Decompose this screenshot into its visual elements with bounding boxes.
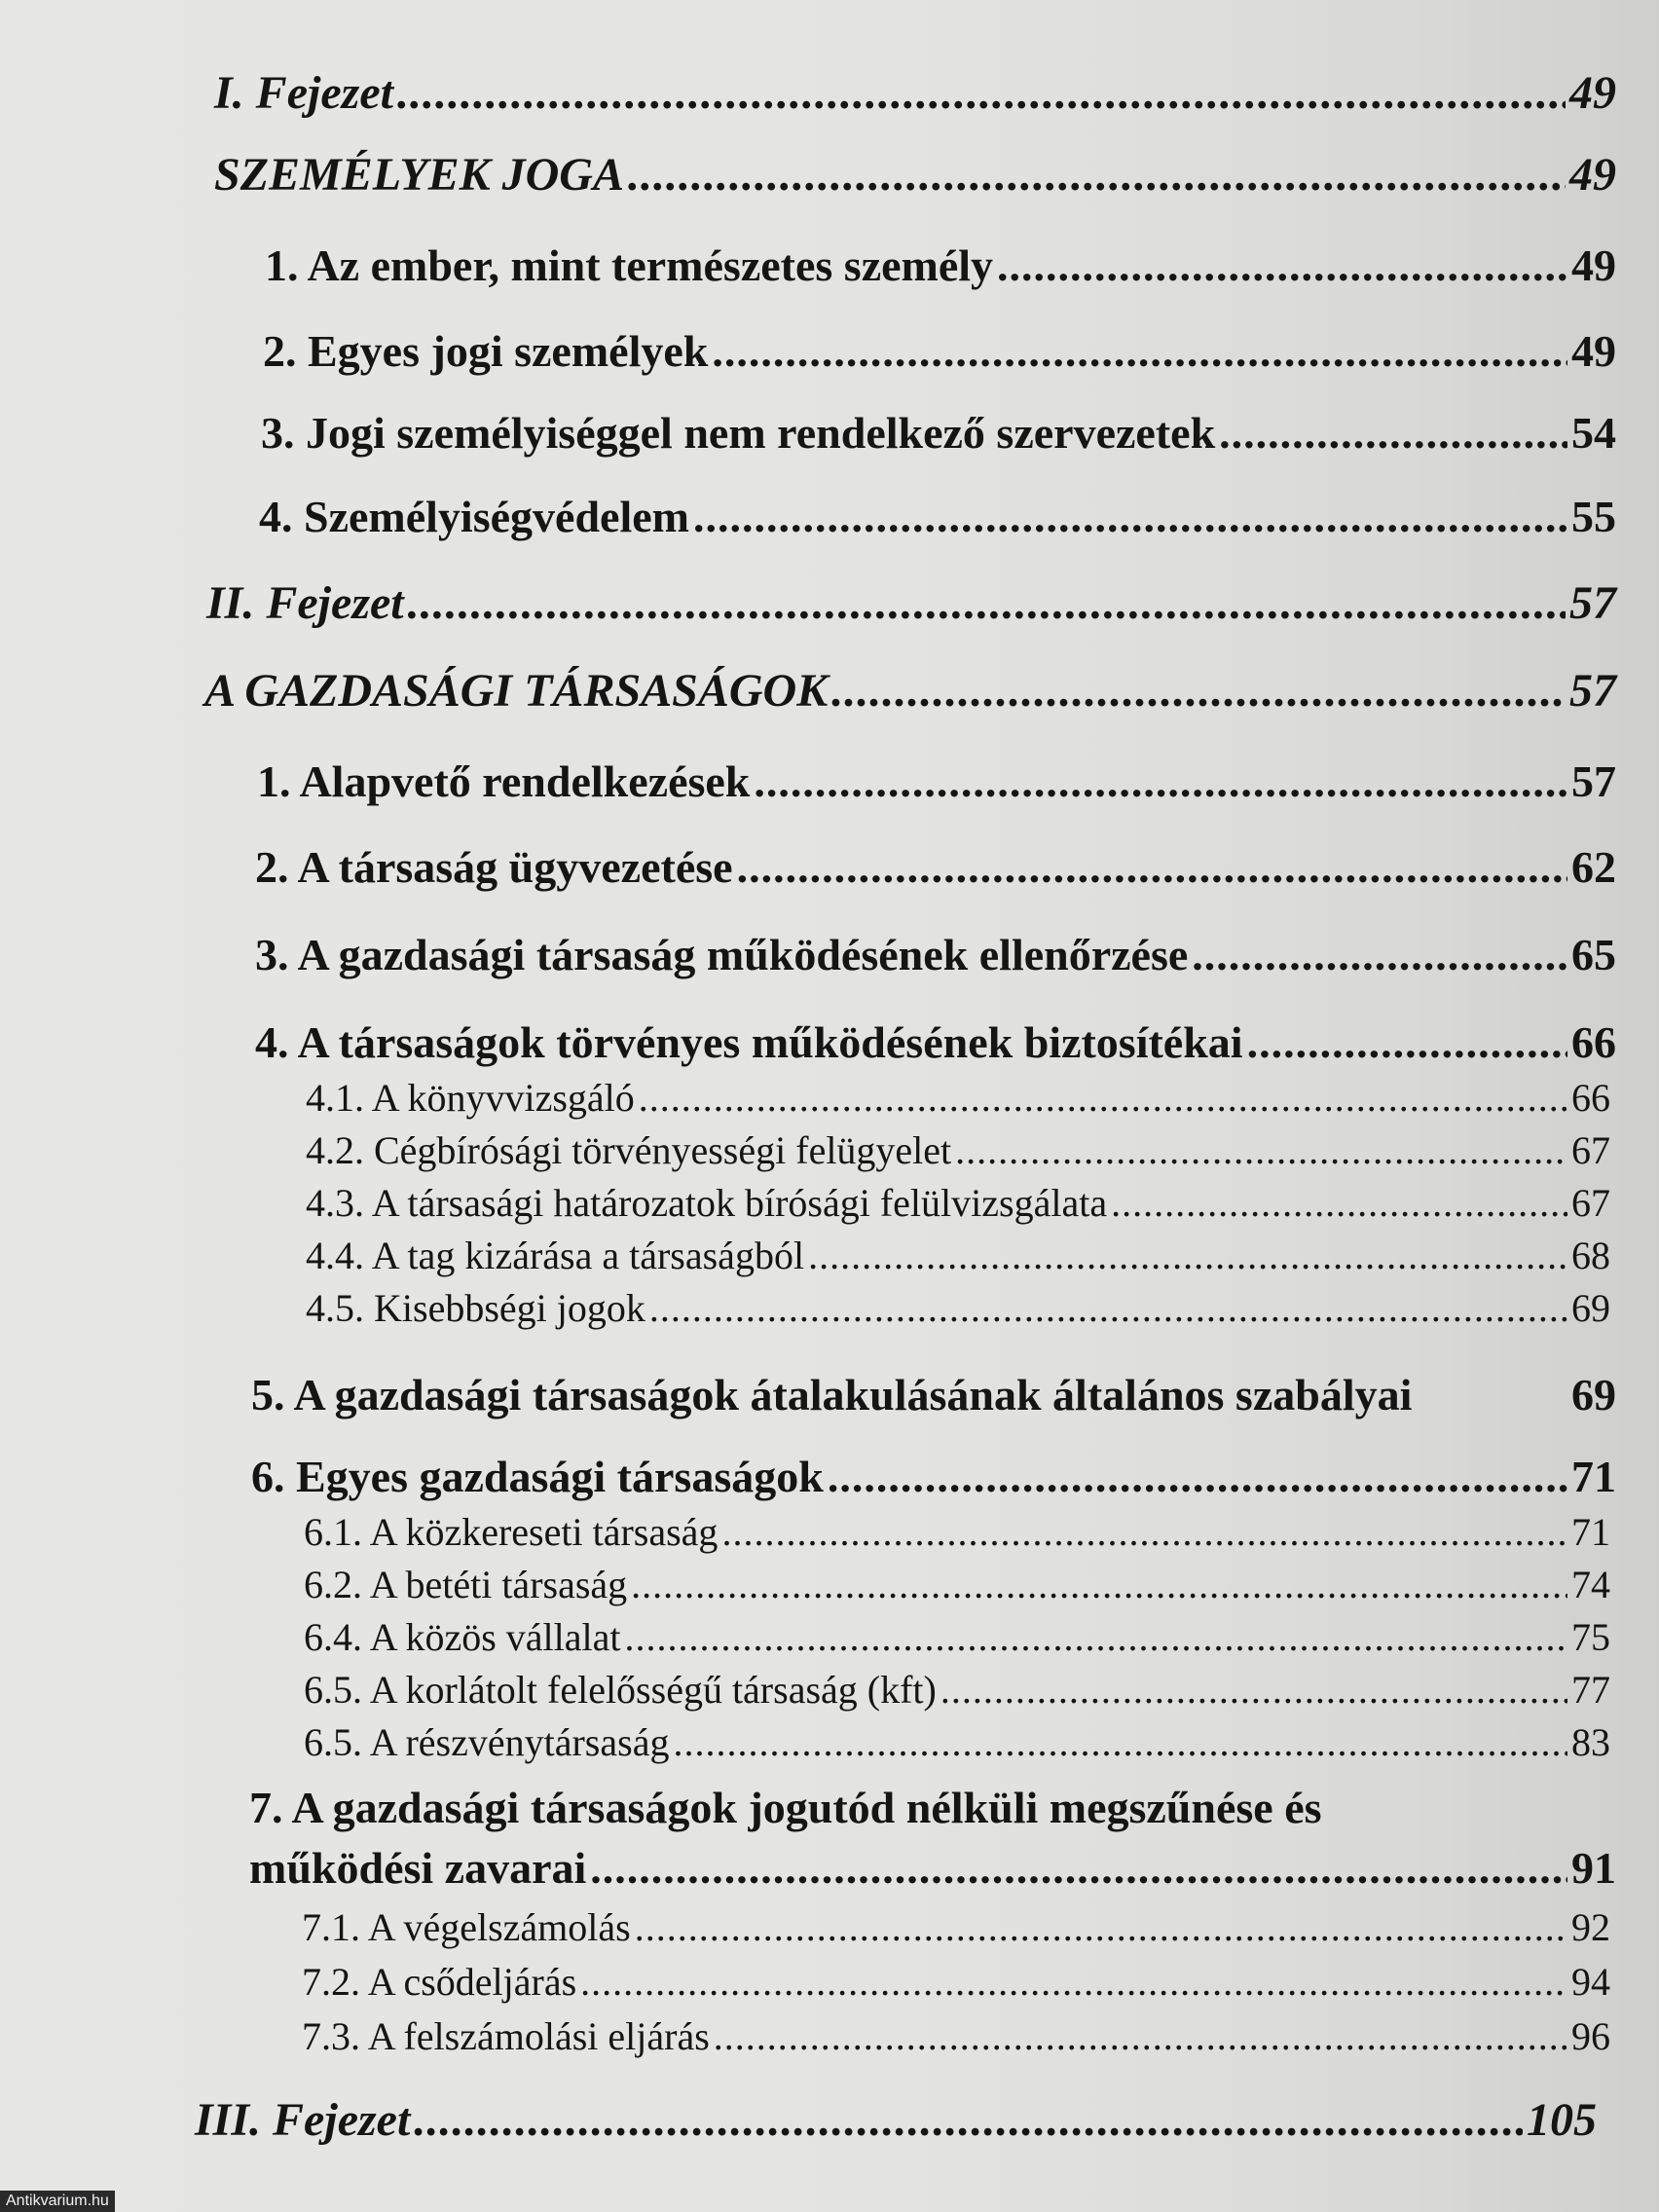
toc-entry-label: 4.5. Kisebbségi jogok bbox=[306, 1286, 645, 1330]
toc-subsection-row bbox=[302, 1959, 1610, 2005]
toc-page-number: 69 bbox=[1571, 1286, 1610, 1330]
toc-entry-label: II. Fejezet bbox=[206, 577, 404, 629]
leader-dots bbox=[1192, 929, 1567, 980]
leader-dots bbox=[673, 1719, 1567, 1765]
leader-dots bbox=[955, 1127, 1567, 1173]
toc-entry-label: 6.2. A betéti társaság bbox=[304, 1563, 628, 1606]
leader-dots bbox=[414, 2093, 1523, 2147]
toc-entry-label: 7.2. A csődeljárás bbox=[302, 1960, 577, 2004]
toc-entry-label: 3. A gazdasági társaság működésének ellenőrzése bbox=[255, 930, 1189, 979]
toc-subsection-row bbox=[302, 2013, 1610, 2059]
toc-page-number: 71 bbox=[1571, 1452, 1616, 1501]
toc-subsection-row bbox=[304, 1562, 1610, 1607]
toc-page-number: 54 bbox=[1571, 408, 1616, 458]
toc-entry-label: 6.5. A korlátolt felelősségű társaság (kft) bbox=[304, 1668, 937, 1712]
leader-dots bbox=[712, 325, 1567, 377]
watermark: Antikvarium.hu bbox=[0, 2191, 115, 2212]
toc-subsection-row bbox=[304, 1719, 1610, 1765]
leader-dots bbox=[737, 841, 1567, 893]
toc-subsection-row bbox=[306, 1075, 1610, 1121]
toc-entry-label: 1. Az ember, mint természetes személy bbox=[265, 240, 994, 290]
toc-subsection-row bbox=[304, 1509, 1610, 1555]
leader-dots bbox=[631, 1562, 1567, 1607]
toc-section-row bbox=[261, 407, 1616, 459]
toc-section-row bbox=[255, 1016, 1616, 1068]
toc-page-number: 77 bbox=[1571, 1668, 1610, 1712]
toc-entry-label: 6.1. A közkereseti társaság bbox=[304, 1510, 719, 1554]
toc-chapter-row bbox=[204, 664, 1616, 718]
toc-entry-label: 6. Egyes gazdasági társaságok bbox=[251, 1452, 824, 1501]
toc-chapter-row bbox=[206, 576, 1616, 630]
leader-dots bbox=[1219, 407, 1567, 459]
toc-entry-label: 4. Személyiségvédelem bbox=[259, 492, 689, 541]
toc-page-number: 92 bbox=[1571, 1905, 1610, 1949]
toc-entry-label: 4.2. Cégbírósági törvényességi felügyelet bbox=[306, 1128, 952, 1172]
toc-page-number: 49 bbox=[1571, 326, 1616, 376]
toc-section-row bbox=[257, 756, 1616, 807]
leader-dots bbox=[590, 1842, 1567, 1894]
toc-page-number: 57 bbox=[1571, 756, 1616, 806]
toc-page-number: 105 bbox=[1527, 2094, 1597, 2146]
toc-page-number: 91 bbox=[1571, 1843, 1616, 1893]
leader-dots bbox=[625, 1614, 1567, 1660]
toc-page-number: 67 bbox=[1571, 1128, 1610, 1172]
toc-chapter-row bbox=[195, 2093, 1597, 2147]
toc-section-row bbox=[263, 325, 1616, 377]
toc-entry-label: 1. Alapvető rendelkezések bbox=[257, 756, 751, 806]
toc-page-number: 62 bbox=[1571, 842, 1616, 892]
toc-section-row bbox=[265, 240, 1616, 291]
leader-dots bbox=[639, 1075, 1567, 1121]
toc-entry-label: 4. A társaságok törvényes működésének biztosítékai bbox=[255, 1017, 1243, 1067]
toc-entry-label: 4.1. A könyvvizsgáló bbox=[306, 1076, 635, 1120]
leader-dots bbox=[1111, 1180, 1567, 1226]
toc-entry-label: III. Fejezet bbox=[195, 2094, 411, 2146]
toc-section-row bbox=[251, 1451, 1616, 1502]
leader-dots bbox=[714, 2013, 1567, 2059]
toc-page-number: 65 bbox=[1571, 930, 1616, 979]
toc-page-number: 49 bbox=[1569, 149, 1616, 201]
toc-page-number: 69 bbox=[1571, 1370, 1616, 1419]
toc-section-row bbox=[255, 929, 1616, 980]
toc-page-number: 71 bbox=[1571, 1510, 1610, 1554]
leader-dots bbox=[580, 1959, 1567, 2005]
toc-entry-label: működési zavarai bbox=[249, 1843, 587, 1893]
toc-page-number: 83 bbox=[1571, 1720, 1610, 1764]
toc-entry-label: 5. A gazdasági társaságok átalakulásának általános szabályai bbox=[251, 1370, 1413, 1419]
toc-entry-label: 2. Egyes jogi személyek bbox=[263, 326, 709, 376]
toc-section-row bbox=[251, 1369, 1616, 1420]
toc-page-number: 94 bbox=[1571, 1960, 1610, 2004]
toc-subsection-row bbox=[302, 1904, 1610, 1950]
leader-dots bbox=[940, 1667, 1567, 1713]
toc-page-number: 74 bbox=[1571, 1563, 1610, 1606]
toc-entry-label: I. Fejezet bbox=[214, 67, 393, 119]
toc-entry-label: 4.3. A társasági határozatok bírósági felülvizsgálata bbox=[306, 1181, 1108, 1225]
toc-entry-label: 2. A társaság ügyvezetése bbox=[255, 842, 733, 892]
leader-dots bbox=[831, 664, 1566, 718]
toc-chapter-row bbox=[214, 66, 1616, 120]
toc-page-number: 57 bbox=[1569, 577, 1616, 629]
toc-page-number: 66 bbox=[1571, 1076, 1610, 1120]
toc-subsection-row bbox=[306, 1180, 1610, 1226]
toc-page-number: 68 bbox=[1571, 1234, 1610, 1277]
leader-dots bbox=[721, 1509, 1567, 1555]
leader-dots bbox=[628, 148, 1566, 202]
leader-dots bbox=[1247, 1016, 1567, 1068]
toc-page-number: 49 bbox=[1569, 67, 1616, 119]
toc-subsection-row bbox=[306, 1127, 1610, 1173]
toc-page-number: 49 bbox=[1571, 240, 1616, 290]
leader-dots bbox=[635, 1904, 1567, 1950]
toc-page-number: 66 bbox=[1571, 1017, 1616, 1067]
toc-chapter-row bbox=[214, 148, 1616, 202]
toc-entry-label: SZEMÉLYEK JOGA bbox=[214, 149, 624, 201]
toc-subsection-row bbox=[304, 1667, 1610, 1713]
leader-dots bbox=[754, 756, 1567, 807]
toc-entry-label: 6.4. A közös vállalat bbox=[304, 1615, 621, 1659]
leader-dots bbox=[649, 1285, 1567, 1331]
leader-dots bbox=[997, 240, 1567, 291]
leader-dots bbox=[408, 576, 1566, 630]
toc-entry-label: 6.5. A részvénytársaság bbox=[304, 1720, 670, 1764]
toc-subsection-row bbox=[306, 1285, 1610, 1331]
toc-section-row bbox=[259, 491, 1616, 542]
toc-entry-label: 3. Jogi személyiséggel nem rendelkező szervezetek bbox=[261, 408, 1216, 458]
toc-subsection-row bbox=[304, 1614, 1610, 1660]
toc-page-number: 96 bbox=[1571, 2014, 1610, 2058]
toc-page-number: 75 bbox=[1571, 1615, 1610, 1659]
leader-dots bbox=[808, 1233, 1567, 1278]
toc-entry-label: 4.4. A tag kizárása a társaságból bbox=[306, 1234, 805, 1277]
toc-page-number: 55 bbox=[1571, 492, 1616, 541]
leader-dots bbox=[397, 66, 1566, 120]
toc-entry-label: A GAZDASÁGI TÁRSASÁGOK bbox=[204, 665, 829, 717]
toc-page-number: 67 bbox=[1571, 1181, 1610, 1225]
toc-entry-label: 7.3. A felszámolási eljárás bbox=[302, 2014, 710, 2058]
toc-subsection-row bbox=[306, 1233, 1610, 1278]
toc-entry-label: 7.1. A végelszámolás bbox=[302, 1905, 631, 1949]
toc-page-number: 57 bbox=[1569, 665, 1616, 717]
leader-dots bbox=[828, 1451, 1567, 1502]
toc-section-row bbox=[255, 841, 1616, 893]
leader-dots bbox=[693, 491, 1567, 542]
toc-section-row bbox=[249, 1842, 1616, 1894]
toc-entry-label-line1: 7. A gazdasági társaságok jogutód nélküli megszűnése és bbox=[249, 1783, 1322, 1832]
